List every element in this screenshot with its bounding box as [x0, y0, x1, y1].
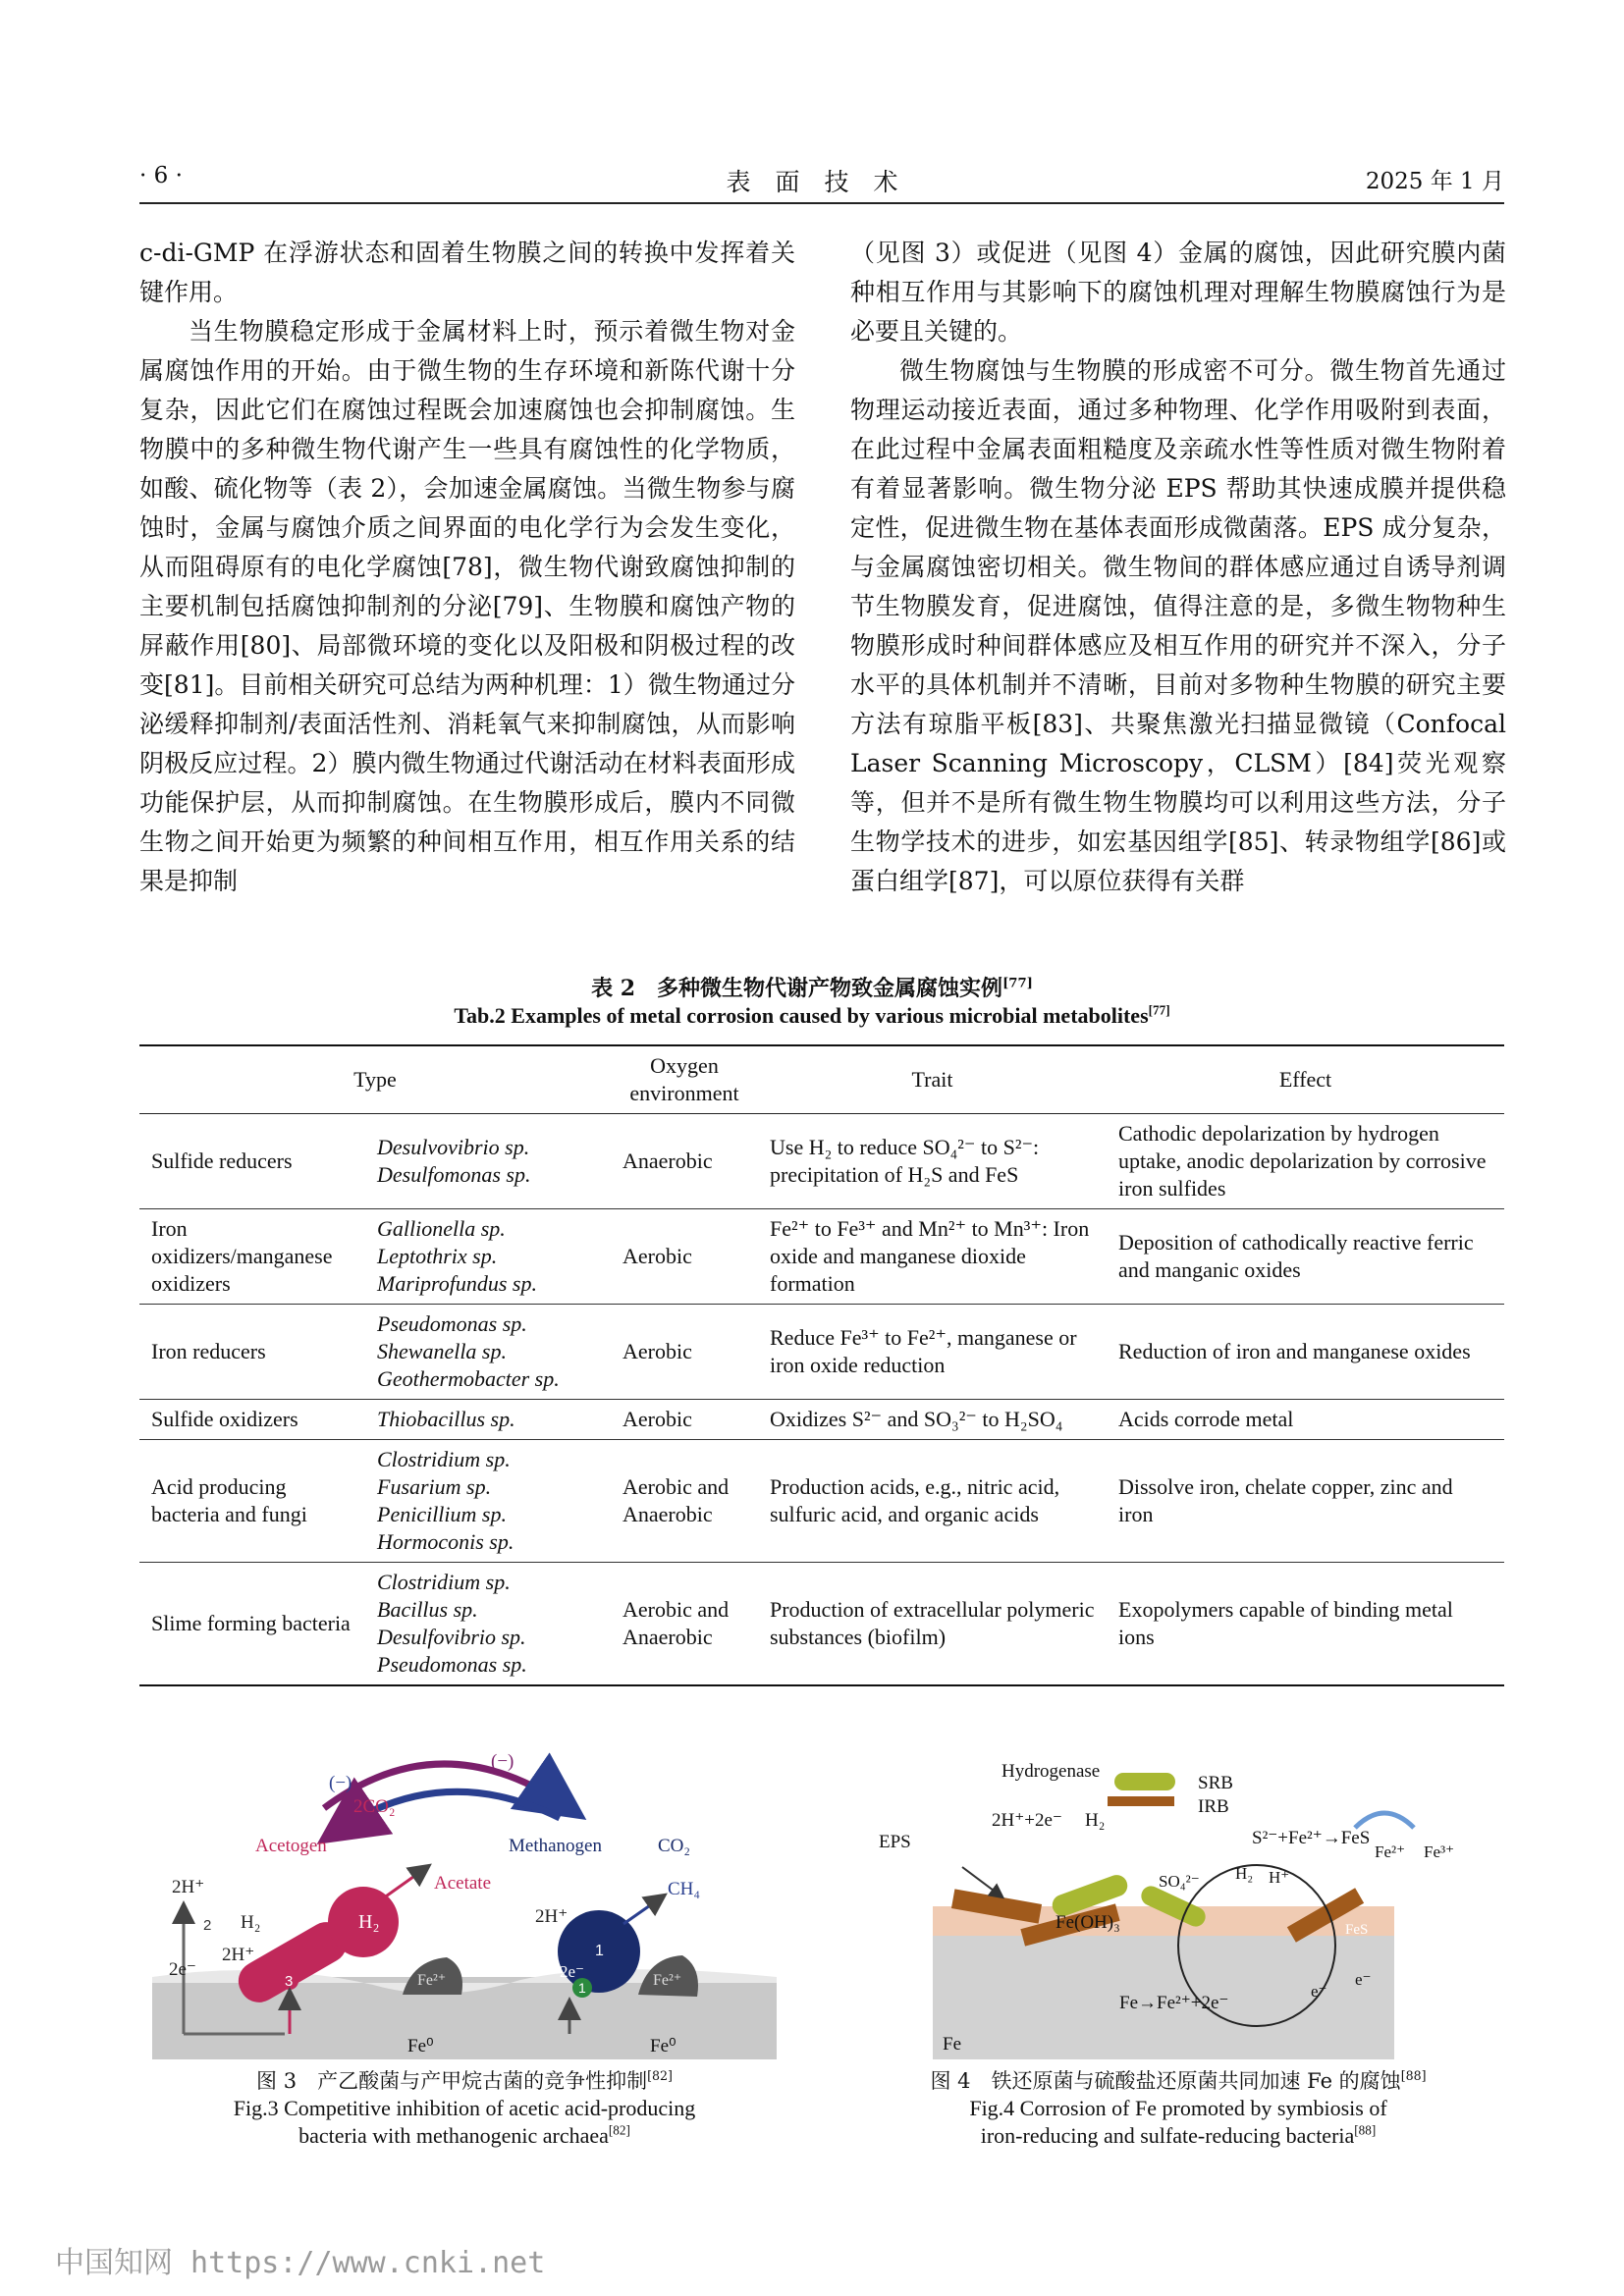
cell-type: Slime forming bacteria	[151, 1611, 351, 1635]
svg-text:Hydrogenase: Hydrogenase	[1001, 1761, 1101, 1782]
table-caption-cn: 表 2 多种微生物代谢产物致金属腐蚀实例[77]	[591, 976, 1033, 1001]
svg-text:CH₄: CH₄	[668, 1879, 701, 1899]
cell-genera: Clostridium sp. Fusarium sp. Penicillium sp. Hormoconis sp.	[377, 1447, 514, 1554]
svg-text:Acetate: Acetate	[434, 1873, 492, 1894]
cell-genera: Desulvovibrio sp. Desulfomonas sp.	[377, 1135, 531, 1187]
table-caption-en: Tab.2 Examples of metal corrosion caused by various microbial metabolites[77]	[454, 1002, 1170, 1028]
svg-text:FeS: FeS	[1345, 1922, 1369, 1938]
issue-date: 2025 年 1 月	[1365, 169, 1504, 194]
right-paragraph-1: （见图 3）或促进（见图 4）金属的腐蚀，因此研究膜内菌种相互作用与其影响下的腐蚀机理对理解生物膜腐蚀行为是必要且关键的。	[850, 239, 1506, 346]
cell-type: Sulfide oxidizers	[151, 1407, 298, 1431]
svg-text:CO₂: CO₂	[658, 1836, 691, 1856]
cell-genera: Thiobacillus sp.	[377, 1407, 515, 1431]
cell-effect: Cathodic depolarization by hydrogen uptake, anodic depolarization by corrosive iron sulfides	[1118, 1121, 1487, 1201]
svg-text:e⁻: e⁻	[1355, 1970, 1372, 1989]
svg-text:SRB: SRB	[1198, 1773, 1233, 1793]
figure4-caption: 图 4 铁还原菌与硫酸盐还原菌共同加速 Fe 的腐蚀[88] Fig.4 Corrosion of Fe promoted by symbiosis of iron-reducing and sulfate-reducing bacteria[88]	[930, 2068, 1427, 2148]
svg-text:1: 1	[578, 1980, 586, 1996]
header-type: Type	[139, 1046, 611, 1114]
svg-text:2H⁺: 2H⁺	[222, 1945, 255, 1965]
svg-text:H₂: H₂	[241, 1912, 261, 1933]
metabolites-table	[139, 1046, 1504, 1686]
table-row	[139, 1563, 1504, 1686]
cell-oxygen: Aerobic	[623, 1407, 692, 1431]
svg-text:Methanogen: Methanogen	[509, 1836, 602, 1856]
cell-trait: Production of extracellular polymeric substances (biofilm)	[770, 1597, 1095, 1649]
cell-trait: Use H₂ to reduce SO₄²⁻ to S²⁻: precipitation of H₂S and FeS	[770, 1135, 1040, 1187]
table-row	[139, 1209, 1504, 1305]
svg-text:Fe⁰: Fe⁰	[650, 2036, 677, 2056]
left-column	[139, 234, 795, 901]
svg-text:Fe⁰: Fe⁰	[407, 2036, 434, 2056]
svg-text:3: 3	[285, 1973, 294, 1990]
svg-text:2e⁻: 2e⁻	[169, 1959, 196, 1980]
figure3-diagram	[147, 1749, 782, 2059]
cell-oxygen: Aerobic	[623, 1244, 692, 1268]
right-column	[850, 234, 1506, 901]
svg-text:SO₄²⁻: SO₄²⁻	[1159, 1872, 1200, 1891]
svg-text:Fe: Fe	[943, 2034, 961, 2055]
cnki-watermark: 中国知网 https://www.cnki.net	[55, 2246, 546, 2280]
svg-text:Fe²⁺: Fe²⁺	[1375, 1842, 1406, 1861]
cell-trait: Production acids, e.g., nitric acid, sulfuric acid, and organic acids	[770, 1474, 1060, 1526]
header-trait: Trait	[758, 1046, 1107, 1114]
cell-trait: Reduce Fe³⁺ to Fe²⁺, manganese or iron oxide reduction	[770, 1325, 1077, 1377]
table-row	[139, 1114, 1504, 1209]
svg-text:H₂: H₂	[1235, 1864, 1254, 1883]
cell-trait: Oxidizes S²⁻ and SO₃²⁻ to H₂SO₄	[770, 1407, 1063, 1431]
cell-oxygen: Aerobic and Anaerobic	[623, 1474, 730, 1526]
figure4-diagram	[864, 1749, 1492, 2059]
header-rule	[139, 202, 1504, 204]
svg-text:Fe(OH)₃: Fe(OH)₃	[1056, 1912, 1120, 1933]
journal-title: 表 面 技 术	[726, 168, 898, 196]
cell-effect: Dissolve iron, chelate copper, zinc and iron	[1118, 1474, 1453, 1526]
svg-text:Fe→Fe²⁺+2e⁻: Fe→Fe²⁺+2e⁻	[1119, 1993, 1229, 2013]
cell-effect: Deposition of cathodically reactive ferric and manganic oxides	[1118, 1230, 1474, 1282]
left-paragraph-1: c-di-GMP 在浮游状态和固着生物膜之间的转换中发挥着关键作用。	[139, 239, 795, 306]
cell-effect: Exopolymers capable of binding metal ions	[1118, 1597, 1453, 1649]
cell-type: Iron oxidizers/manganese oxidizers	[151, 1216, 333, 1296]
figure3-caption: 图 3 产乙酸菌与产甲烷古菌的竞争性抑制[82] Fig.3 Competitive inhibition of acetic acid-producing bacteria with methanogenic archaea[82]	[233, 2068, 696, 2148]
svg-text:IRB: IRB	[1198, 1796, 1229, 1817]
table-row	[139, 1440, 1504, 1563]
header-effect: Effect	[1107, 1046, 1504, 1114]
svg-text:Fe²⁺: Fe²⁺	[653, 1972, 682, 1989]
cell-type: Acid producing bacteria and fungi	[151, 1474, 307, 1526]
srb-legend-icon	[1114, 1773, 1175, 1790]
svg-text:H₂: H₂	[358, 1911, 380, 1933]
irb-legend-icon	[1108, 1796, 1174, 1806]
header-oxygen: Oxygen environment	[611, 1046, 758, 1114]
cell-oxygen: Aerobic and Anaerobic	[623, 1597, 730, 1649]
cell-effect: Reduction of iron and manganese oxides	[1118, 1339, 1471, 1363]
svg-text:(−): (−)	[491, 1751, 514, 1772]
cell-genera: Pseudomonas sp. Shewanella sp. Geothermobacter sp.	[377, 1311, 560, 1391]
svg-text:H⁺: H⁺	[1269, 1868, 1290, 1887]
right-paragraph-2: 微生物腐蚀与生物膜的形成密不可分。微生物首先通过物理运动接近表面，通过多种物理、化学作用吸附到表面，在此过程中金属表面粗糙度及亲疏水性等性质对微生物附着有着显著影响。微生物分泌 EPS 帮助其快速成膜并提供稳定性，促进微生物在基体表面形成微菌落。EPS 成分复杂，与金属腐蚀密切相关。微生物间的群体感应通过自诱导剂调节生物膜发育，促进腐蚀，值得注意的是，多微生物物种生物膜形成时种间群体感应及相互作用的研究并不深入，分子水平的具体机制并不清晰，目前对多物种生物膜的研究主要方法有琼脂平板[83]、共聚焦激光扫描显微镜（Confocal Laser Scanning Microscopy，CLSM）[84]荧光观察等，但并不是所有微生物生物膜均可以利用这些方法，分子生物学技术的进步，如宏基因组学[85]、转录物组学[86]或蛋白组学[87]，可以原位获得有关群	[850, 356, 1506, 895]
svg-text:Acetogen: Acetogen	[255, 1836, 327, 1856]
cell-effect: Acids corrode metal	[1118, 1407, 1294, 1431]
table-row	[139, 1305, 1504, 1400]
svg-text:H₂: H₂	[1085, 1810, 1106, 1831]
cell-type: Sulfide reducers	[151, 1148, 293, 1173]
svg-text:Fe²⁺: Fe²⁺	[417, 1972, 447, 1989]
svg-text:S²⁻+Fe²⁺→FeS: S²⁻+Fe²⁺→FeS	[1252, 1828, 1371, 1848]
svg-text:Fe³⁺: Fe³⁺	[1424, 1842, 1455, 1861]
cell-genera: Clostridium sp. Bacillus sp. Desulfovibrio sp. Pseudomonas sp.	[377, 1570, 527, 1677]
page-number: · 6 ·	[139, 163, 183, 188]
cell-oxygen: Anaerobic	[623, 1148, 713, 1173]
svg-text:(−): (−)	[329, 1773, 352, 1793]
left-paragraph-2: 当生物膜稳定形成于金属材料上时，预示着微生物对金属腐蚀作用的开始。由于微生物的生存环境和新陈代谢十分复杂，因此它们在腐蚀过程既会加速腐蚀也会抑制腐蚀。生物膜中的多种微生物代谢产生一些具有腐蚀性的化学物质，如酸、硫化物等（表 2），会加速金属腐蚀。当微生物参与腐蚀时，金属与腐蚀介质之间界面的电化学行为会发生变化，从而阻碍原有的电化学腐蚀[78]，微生物代谢致腐蚀抑制的主要机制包括腐蚀抑制剂的分泌[79]、生物膜和腐蚀产物的屏蔽作用[80]、局部微环境的变化以及阳极和阴极过程的改变[81]。目前相关研究可总结为两种机理：1）微生物通过分泌缓释抑制剂/表面活性剂、消耗氧气来抑制腐蚀，从而影响阴极反应过程。2）膜内微生物通过代谢活动在材料表面形成功能保护层，从而抑制腐蚀。在生物膜形成后，膜内不同微生物之间开始更为频繁的种间相互作用，相互作用关系的结果是抑制	[139, 317, 795, 895]
cell-trait: Fe²⁺ to Fe³⁺ and Mn²⁺ to Mn³⁺: Iron oxide and manganese dioxide formation	[770, 1216, 1090, 1296]
svg-text:2H⁺: 2H⁺	[535, 1906, 568, 1927]
svg-text:2CO₂: 2CO₂	[353, 1796, 396, 1817]
svg-text:2e⁻: 2e⁻	[560, 1962, 585, 1981]
svg-text:1: 1	[595, 1943, 604, 1959]
table-row	[139, 1400, 1504, 1440]
cell-genera: Gallionella sp. Leptothrix sp. Mariprofundus sp.	[377, 1216, 537, 1296]
svg-text:EPS: EPS	[879, 1832, 911, 1852]
cell-type: Iron reducers	[151, 1339, 266, 1363]
svg-text:2H⁺+2e⁻: 2H⁺+2e⁻	[992, 1810, 1062, 1831]
cell-oxygen: Aerobic	[623, 1339, 692, 1363]
svg-text:2: 2	[203, 1917, 212, 1934]
svg-text:2H⁺: 2H⁺	[172, 1877, 205, 1897]
svg-text:e⁻: e⁻	[1311, 1982, 1327, 2001]
